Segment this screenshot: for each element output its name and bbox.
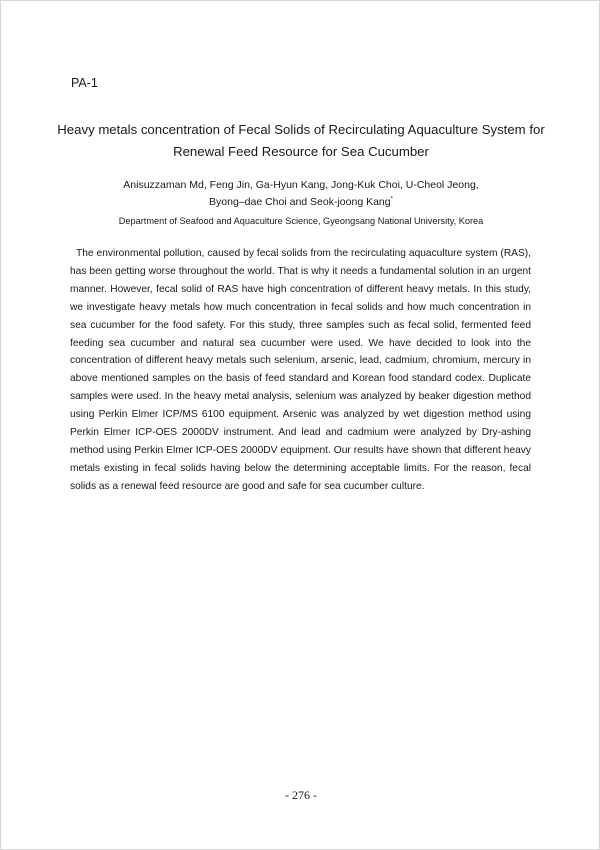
authors-line-2: [41, 194, 561, 211]
authors-line-2-text: Byong–dae Choi and Seok-joong Kang: [209, 196, 391, 208]
abstract-body: The environmental pollution, caused by fecal solids from the recirculating aquaculture system (RAS), has been getting worse throughout the world. That is why it needs a fundamental solution in an urgent manner. However, fecal solid of RAS have high concentration of different heavy metals. In this study, we investigate heavy metals how much concentration in fecal solids and how much concentration in sea cucumber for the food safety. For this study, three samples such as fecal solid, fermented feed feeding sea cucumber and natural sea cucumber were used. We have decided to look into the concentration of different heavy metals such selenium, arsenic, lead, cadmium, chromium, mercury in above mentioned samples on the basis of feed standard and Korean food standard codex. Duplicate samples were used. In the heavy metal analysis, selenium was analyzed by beaker digestion method using Perkin Elmer ICP/MS 6100 equipment. Arsenic was analyzed by wet digestion method using Perkin Elmer ICP-OES 2000DV instrument. And lead and cadmium were analyzed by Dry-ashing method using Perkin Elmer ICP-OES 2000DV equipment. Our results have shown that different heavy metals existing in fecal solids having below the determining acceptable limits. For the reason, fecal solids as a renewal feed resource are good and safe for sea cucumber culture.: [70, 248, 531, 492]
page-number: - 276 -: [285, 788, 317, 802]
authors-line-1: Anisuzzaman Md, Feng Jin, Ga-Hyun Kang, Jong-Kuk Choi, U-Cheol Jeong,: [123, 179, 479, 191]
paper-title: Heavy metals concentration of Fecal Solids of Recirculating Aquaculture System for Renewal Feed Resource for Sea Cucumber: [57, 122, 545, 159]
abstract-code: PA-1: [71, 76, 98, 90]
author-list: [41, 177, 561, 211]
affiliation: Department of Seafood and Aquaculture Science, Gyeongsang National University, Korea: [118, 216, 484, 226]
corresponding-author-mark: *: [390, 196, 393, 203]
